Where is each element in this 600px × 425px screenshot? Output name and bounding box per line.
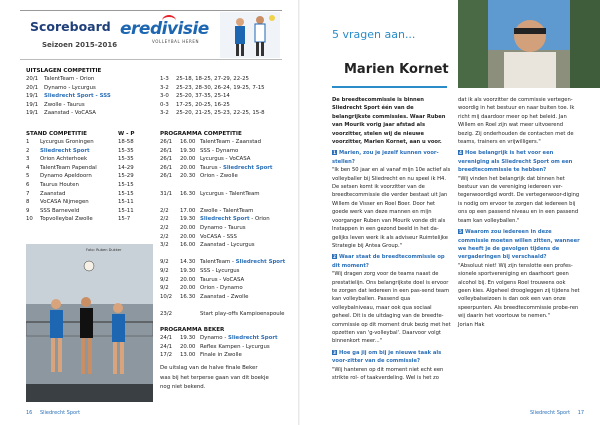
program-match: Start play-offs Kampioenspoule (200, 311, 285, 317)
program-date: 31/1 (160, 190, 173, 197)
question: 2 Waar staat de breedtecommissie op dit moment? (332, 254, 445, 269)
question: 5 Waarom zou iedereen in deze commissie moeten willen zitten, wanneer we heeft je de gevolgen tijdens de vergaderingen bij verschaald? (458, 229, 580, 261)
program-match: Dynamo - Taurus (200, 225, 246, 231)
standing-team: VoCASA Nijmegen (40, 199, 89, 206)
portrait-photo (458, 0, 600, 88)
standing-wp: 15-15 (118, 182, 134, 188)
program-match: Zwolle - TalentTeam (200, 207, 254, 214)
interviewee-name: Marien Kornet (344, 62, 449, 77)
result-score: 3-0 (160, 93, 169, 100)
program-date: 9/2 (160, 268, 169, 274)
note-text: De uitslag van de halve finale Beker (160, 365, 258, 371)
standing-team: Topvolleybal Zwolle (40, 216, 93, 223)
standing-wp: 15-11 (118, 207, 134, 214)
program-date: 10/2 (160, 293, 173, 300)
answer: "Wij dragen zorg voor de teams naast de prestatielijn. Ons belangrijkste doel is ervoor te zorgen dat iedereen in een pas-send team kan volleyballen. Passend qua volleybalniveau, maar ook qua sociaal geheel. Dit is de uitdaging van de breedte-commissie op dit moment druk bezig met het opzetten van 'g-volleybal'. Daarvoor volgt binnenkort meer..." (332, 271, 451, 345)
program-date: 23/2 (160, 311, 173, 317)
standing-pos: 2 (26, 147, 30, 154)
answer: Jorian Hak (458, 321, 485, 328)
program-time: 16.30 (180, 293, 196, 300)
standing-wp: 15-7 (118, 216, 131, 223)
beker-date: 17/2 (160, 352, 173, 359)
question: 3 Hoe ga jij om bij je nieuwe taak als voor-zitter van de commissie? (332, 349, 442, 365)
result-match: Zwolle - Taurus (44, 101, 85, 108)
standing-pos: 5 (26, 173, 30, 180)
program-date: 26/1 (160, 173, 173, 180)
program-date: 26/1 (160, 147, 173, 154)
question-number: 3 (333, 349, 336, 355)
program-time: 17.00 (180, 207, 196, 214)
page-number-left (26, 410, 80, 416)
program-match: Orion - Dynamo (200, 285, 243, 292)
standing-team: TalentTeam Papendal (40, 164, 97, 171)
program-date: 9/2 (160, 276, 169, 283)
program-time: 16.30 (180, 190, 196, 197)
match-action-image (26, 244, 153, 402)
program-time: 20.00 (180, 276, 196, 283)
standing-wp: 18-58 (118, 139, 134, 145)
program-match: SSS - Dynamo (200, 147, 239, 154)
eredivisie-logo: eredivisie (120, 19, 209, 39)
result-sets: 25-20, 21-25, 25-23, 22-25, 15-8 (176, 110, 265, 117)
volleyball-players-icon (220, 12, 280, 58)
program-date: 9/2 (160, 259, 169, 266)
beker-match: Dynamo - Sliedrecht Sport (200, 335, 278, 341)
standing-team: Sliedrecht Sport (40, 147, 90, 154)
footer-brand: Sliedrecht Sport (530, 410, 571, 416)
program-date: 3/2 (160, 242, 169, 249)
program-match: Taurus - VoCASA (200, 276, 245, 283)
answer: "Wij hanteren op dit moment niet echt een strikte rol- of taakverdeling. Wel is het zo (332, 366, 444, 381)
standing-team: Orion Achterhoek (40, 156, 88, 163)
program-time: 20.00 (180, 233, 196, 240)
program-time: 20.00 (180, 285, 196, 292)
page-number: 17 (577, 410, 585, 416)
program-date: 26/1 (160, 139, 173, 145)
program-date: 26/1 (160, 164, 173, 171)
club-highlight: Sliedrecht Sport (222, 164, 273, 171)
result-sets: 25-23, 28-30, 26-24, 19-25, 7-15 (176, 84, 265, 91)
program-date: 2/2 (160, 207, 169, 214)
program-date: 2/2 (160, 225, 169, 231)
beker-time: 13.00 (180, 352, 196, 359)
standing-team: Lycurgus Groningen (40, 139, 94, 145)
result-date: 19/1 (26, 110, 39, 117)
standing-wp: 14-29 (118, 164, 134, 171)
result-date: 19/1 (26, 93, 39, 100)
standing-team: Dynamo Apeldoorn (40, 173, 92, 180)
program-time: 16.00 (180, 139, 196, 145)
program-title: PROGRAMMA COMPETITIE (160, 131, 242, 137)
standings-wp-header: W - P (118, 131, 135, 137)
program-match: TalentTeam - Zaanstad (200, 139, 262, 145)
result-match: Dynamo - Lycurgus (44, 84, 96, 91)
program-time: 19.30 (180, 147, 196, 154)
photo-credit: Foto: Ruben Dukker (86, 248, 122, 252)
question-number: 5 (459, 229, 462, 235)
heading-rule (332, 86, 447, 88)
interview-column-1 (332, 96, 452, 382)
program-match: Lycurgus - TalentTeam (200, 190, 260, 197)
results-title: UITSLAGEN COMPETITIE (26, 68, 102, 74)
program-date: 9/2 (160, 285, 169, 292)
program-date: 2/2 (160, 216, 169, 223)
program-match: Sliedrecht Sport - Orion (200, 216, 270, 223)
standing-pos: 4 (26, 164, 30, 171)
beker-time: 20.00 (180, 343, 196, 350)
kicker: 5 vragen aan... (332, 28, 416, 41)
logo-subtitle: VOLLEYBAL HEREN (152, 39, 200, 44)
program-match: SSS - Lycurgus (200, 268, 240, 274)
season-label: Seizoen 2015-2016 (42, 41, 118, 49)
col2-body (458, 96, 580, 329)
beker-match: Finale in Zwolle (200, 352, 242, 359)
result-date: 19/1 (26, 101, 39, 108)
club-highlight: Sliedrecht Sport (200, 216, 250, 223)
beker-title: PROGRAMMA BEKER (160, 327, 225, 333)
standing-pos: 6 (26, 182, 30, 188)
note-text: was bij het terperse gaan van dit boekje (160, 374, 269, 381)
answer: dat ik als voorzitter de commissie vertegen-woordig in het bestuur en naar buiten toe. Ik richt mij daardoor meer op het beleid. Jan Willem en Roel zijn wat meer uitvoerend bezig. Zij onderhouden de contacten met de teams, trainers en vrijwilligers." (458, 97, 575, 146)
result-date: 20/1 (26, 84, 39, 91)
program-match: Taurus - Sliedrecht Sport (200, 164, 273, 171)
page-number-right (530, 410, 584, 416)
program-match: VoCASA - SSS (200, 233, 237, 240)
program-time: 20.30 (180, 173, 196, 180)
question: 1 Marien, zou je jezelf kunnen voor-stellen? (332, 150, 439, 165)
program-match: Orion - Zwolle (200, 173, 238, 180)
standing-wp: 15-11 (118, 199, 134, 206)
standing-pos: 3 (26, 156, 30, 163)
program-time: 20.00 (180, 225, 196, 231)
club-highlight: Sliedrecht Sport (235, 259, 286, 266)
intro-text: De breedtecommissie is binnen Sliedrecht Sport één van de belangrijkste commissies. Waar Ruben van Mourik vorig jaar afstad als voorzitter, stelen wij de nieuwe voorzitter, Marien Kornet, aan u voor. (332, 97, 446, 146)
standing-pos: 1 (26, 139, 30, 145)
result-match: TalentTeam - Orion (44, 76, 95, 82)
program-date: 2/2 (160, 233, 169, 240)
result-score: 3-2 (160, 84, 169, 91)
volleyball-photo (26, 244, 153, 402)
scoreboard-header (20, 10, 282, 60)
program-date: 26/1 (160, 156, 173, 163)
beker-time: 19.30 (180, 335, 196, 341)
footer-brand: Sliedrecht Sport (39, 410, 81, 416)
beker-match: Reflex Kampen - Lycurgus (200, 343, 270, 350)
result-sets: 25-20, 37-35, 25-14 (176, 93, 230, 100)
program-time: 20.00 (180, 156, 196, 163)
answer: "Wij vinden het belangrijk dat binnen het bestuur van de vereniging iedereen ver-tegenwoordigd wordt. De vertegenwoor-diging is nodig om ervoor te zorgen dat iedereen bij ons op een passend niveau en in een passend team kan volleyballen." (458, 175, 580, 224)
program-match: Lycurgus - VoCASA (200, 156, 251, 163)
program-time: 19.30 (180, 216, 196, 223)
note-text: nog niet bekend. (160, 384, 206, 391)
result-match: Sliedrecht Sport - SSS (44, 93, 111, 100)
standing-wp: 15-15 (118, 190, 134, 197)
result-score: 0-3 (160, 101, 169, 108)
standing-team: Taurus Houten (40, 182, 79, 188)
interview-column-2 (458, 96, 580, 329)
result-sets: 17-25, 20-25, 16-25 (176, 101, 230, 108)
program-time: 20.00 (180, 164, 196, 171)
club-highlight: Sliedrecht Sport (227, 335, 278, 341)
standing-team: Zaanstad (40, 190, 66, 197)
result-match: Zaanstad - VoCASA (44, 110, 96, 117)
result-score: 1-3 (160, 76, 169, 82)
answer: "Ik ben 50 jaar en al vanaf mijn 10e actief als volleyballer bij Sliedrecht en nu speel ik H4. De setsen komt ik voorzitter van de breedtecommissie die verder bestaat uit Jan Willem de Visser en Roel Boer. Door het goede werk van deze mannen en mijn voorganger Ruben van Mourik vonde dit als Instappen in een gezond beeld in het da-gelijks leven werk ik als adviseur Ruimtelijke Strategie bij Antea Group." (332, 167, 451, 249)
standing-pos: 7 (26, 190, 30, 197)
program-time: 16.00 (180, 242, 196, 249)
standing-wp: 15-35 (118, 147, 134, 154)
question-number: 2 (333, 254, 336, 260)
standing-pos: 10 (26, 216, 33, 223)
result-sets: 25-18, 18-25, 27-29, 22-25 (176, 76, 249, 82)
standing-pos: 8 (26, 199, 30, 206)
question: 4 Hoe belangrijk is het voor een vereniging als Sliedrecht Sport om een breedtecommissie te hebben? (458, 150, 573, 174)
result-score: 3-2 (160, 110, 169, 117)
page-number: 16 (26, 410, 33, 416)
question-number: 1 (333, 150, 336, 156)
page-title: Scoreboard (30, 19, 111, 34)
beker-date: 24/1 (160, 343, 173, 350)
program-match: Zaanstad - Lycurgus (200, 242, 255, 249)
program-time: 19.30 (180, 268, 196, 274)
standing-wp: 15-35 (118, 156, 134, 163)
answer: "Absoluut niet! Wij zijn tenslotte een profes-sionele sportvereniging en daarhoort geen alcohol bij. En volgens Roel trouwens ook geen kies. Algeheel droogleggen zij tijdens het volleybalseizoen is dan ook een van onze speerpunten. Als breedtecommissie probe-ren wij daarin het voortouw te nemen." (458, 262, 580, 320)
standing-pos: 9 (26, 207, 30, 214)
standings-title: STAND COMPETITIE (26, 131, 87, 137)
standing-wp: 15-29 (118, 173, 134, 180)
logo-swoosh-icon (162, 15, 176, 27)
right-page (300, 0, 600, 425)
program-match: Zaanstad - Zwolle (200, 293, 249, 300)
portrait-image (458, 0, 600, 88)
result-date: 20/1 (26, 76, 39, 82)
col1-body (332, 149, 452, 382)
question-number: 4 (459, 150, 462, 156)
program-time: 14.30 (180, 259, 196, 266)
program-match: TalentTeam - Sliedrecht Sport (200, 259, 286, 266)
beker-date: 24/1 (160, 335, 173, 341)
standing-team: SSS Barneveld (40, 207, 80, 214)
